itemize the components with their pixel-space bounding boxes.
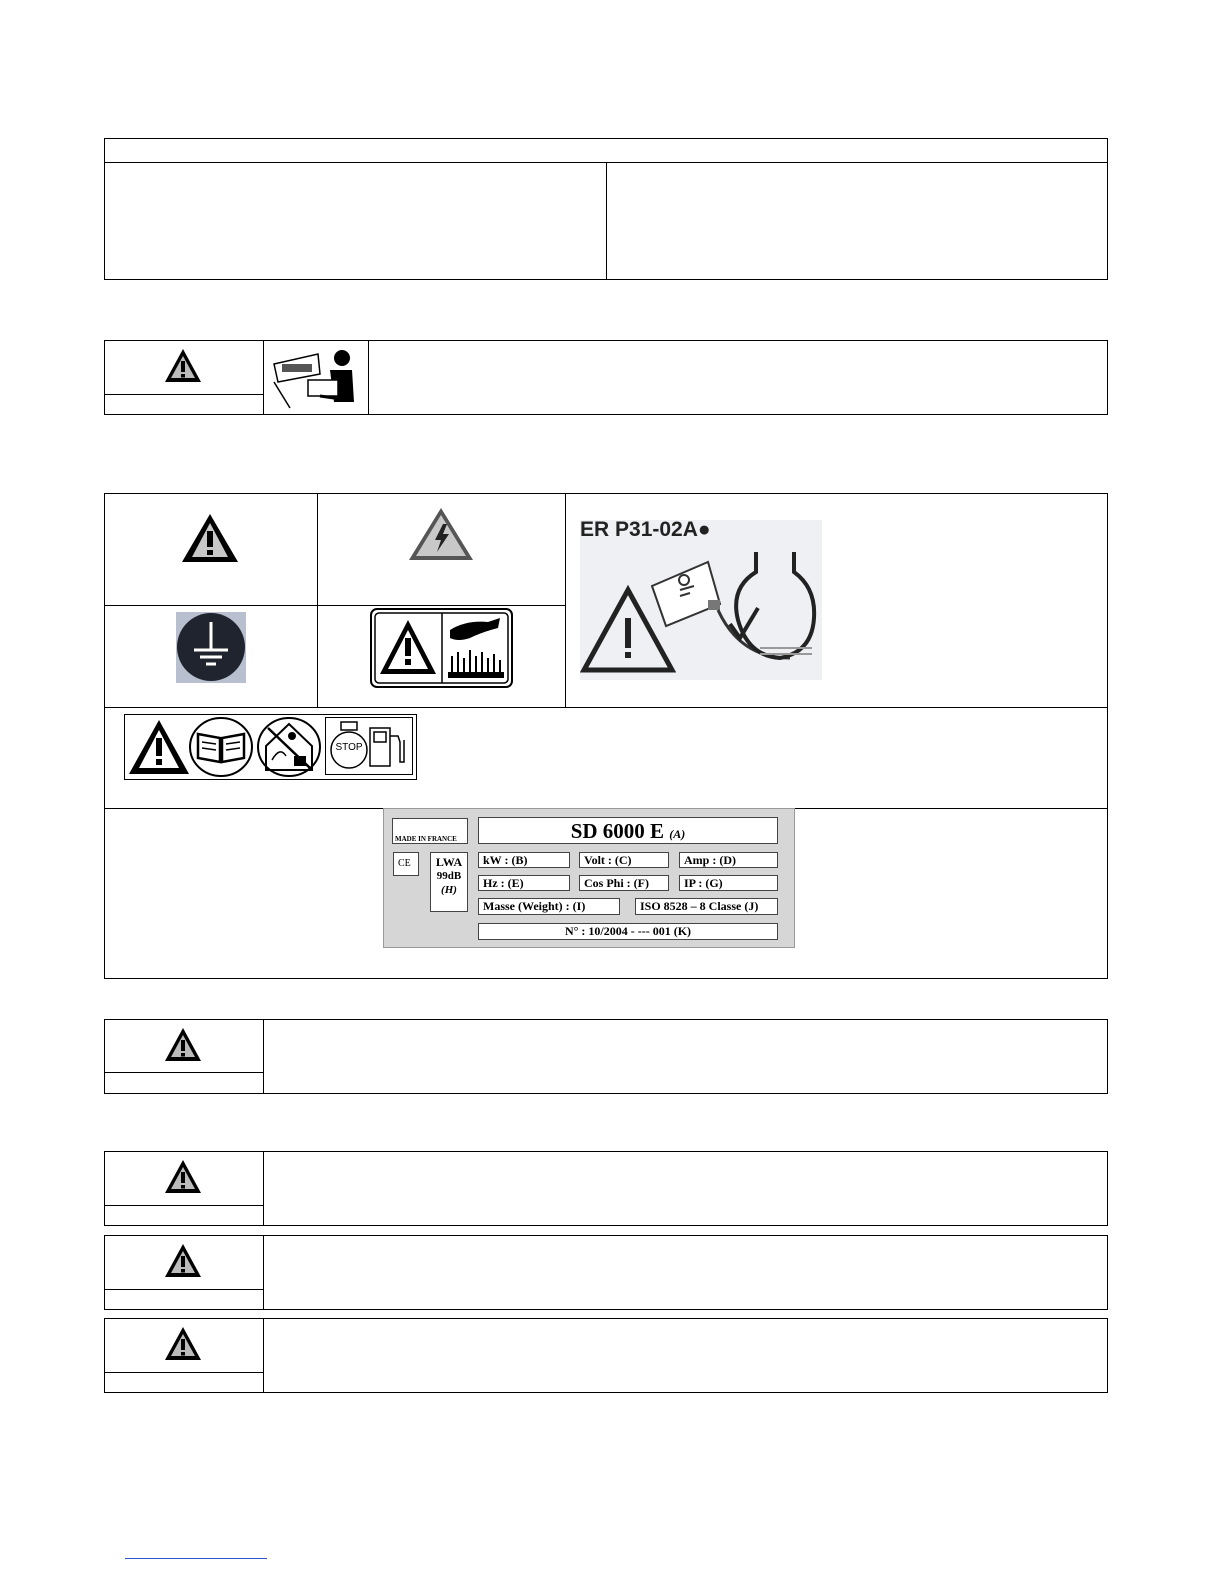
plate-weight: Masse (Weight) : (I) [478,898,620,915]
plate-model-ref: (A) [669,827,686,841]
header-table-column-divider [606,162,607,280]
warning-triangle-icon [127,718,191,776]
stop-label: STOP [335,742,363,753]
plate-made-in: MADE IN FRANCE [392,818,468,844]
plate-lwa-value: 99dB [436,870,462,882]
oil-check-sticker-code: ER P31-02A● [580,518,711,541]
plate-kw: kW : (B) [478,852,570,868]
warning-row-3 [104,1235,1108,1310]
plate-noise-level [430,852,468,912]
plate-iso-class: ISO 8528 – 8 Classe (J) [635,898,778,915]
indoor-exhaust-hazard-icon [256,716,322,778]
plate-lwa-ref: (H) [441,884,457,896]
plate-lwa-label: LWA [435,855,463,869]
plate-volt: Volt : (C) [579,852,669,868]
fuel-pump-icon [368,722,408,770]
read-manual-icon [188,716,254,778]
oil-check-illustration [580,548,822,680]
plate-ip: IP : (G) [679,875,778,891]
electric-hazard-icon [407,506,475,562]
unpacking-warning-row [104,340,1108,415]
plate-hz: Hz : (E) [478,875,570,891]
warning-triangle-icon [163,1242,203,1279]
hot-surface-icon [370,608,513,688]
plate-model [478,817,778,844]
plate-cosphi: Cos Phi : (F) [579,875,669,891]
ground-symbol-icon [176,612,246,683]
warning-triangle-icon [163,1026,203,1063]
warning-triangle-icon [163,1158,203,1195]
plate-model-name: SD 6000 E [570,819,665,843]
warning-triangle-icon [180,512,240,564]
warning-triangle-icon [163,347,203,384]
footer-link-underline[interactable] [125,1558,267,1559]
warning-triangle-icon [163,1325,203,1362]
warning-row-1 [104,1019,1108,1094]
warning-row-4 [104,1318,1108,1393]
plate-serial-number: N° : 10/2004 - --- 001 (K) [478,923,778,940]
warning-row-2 [104,1151,1108,1226]
plate-ce-mark: CE [393,852,419,876]
plate-amp: Amp : (D) [679,852,778,868]
person-unpacking-icon [268,346,364,412]
